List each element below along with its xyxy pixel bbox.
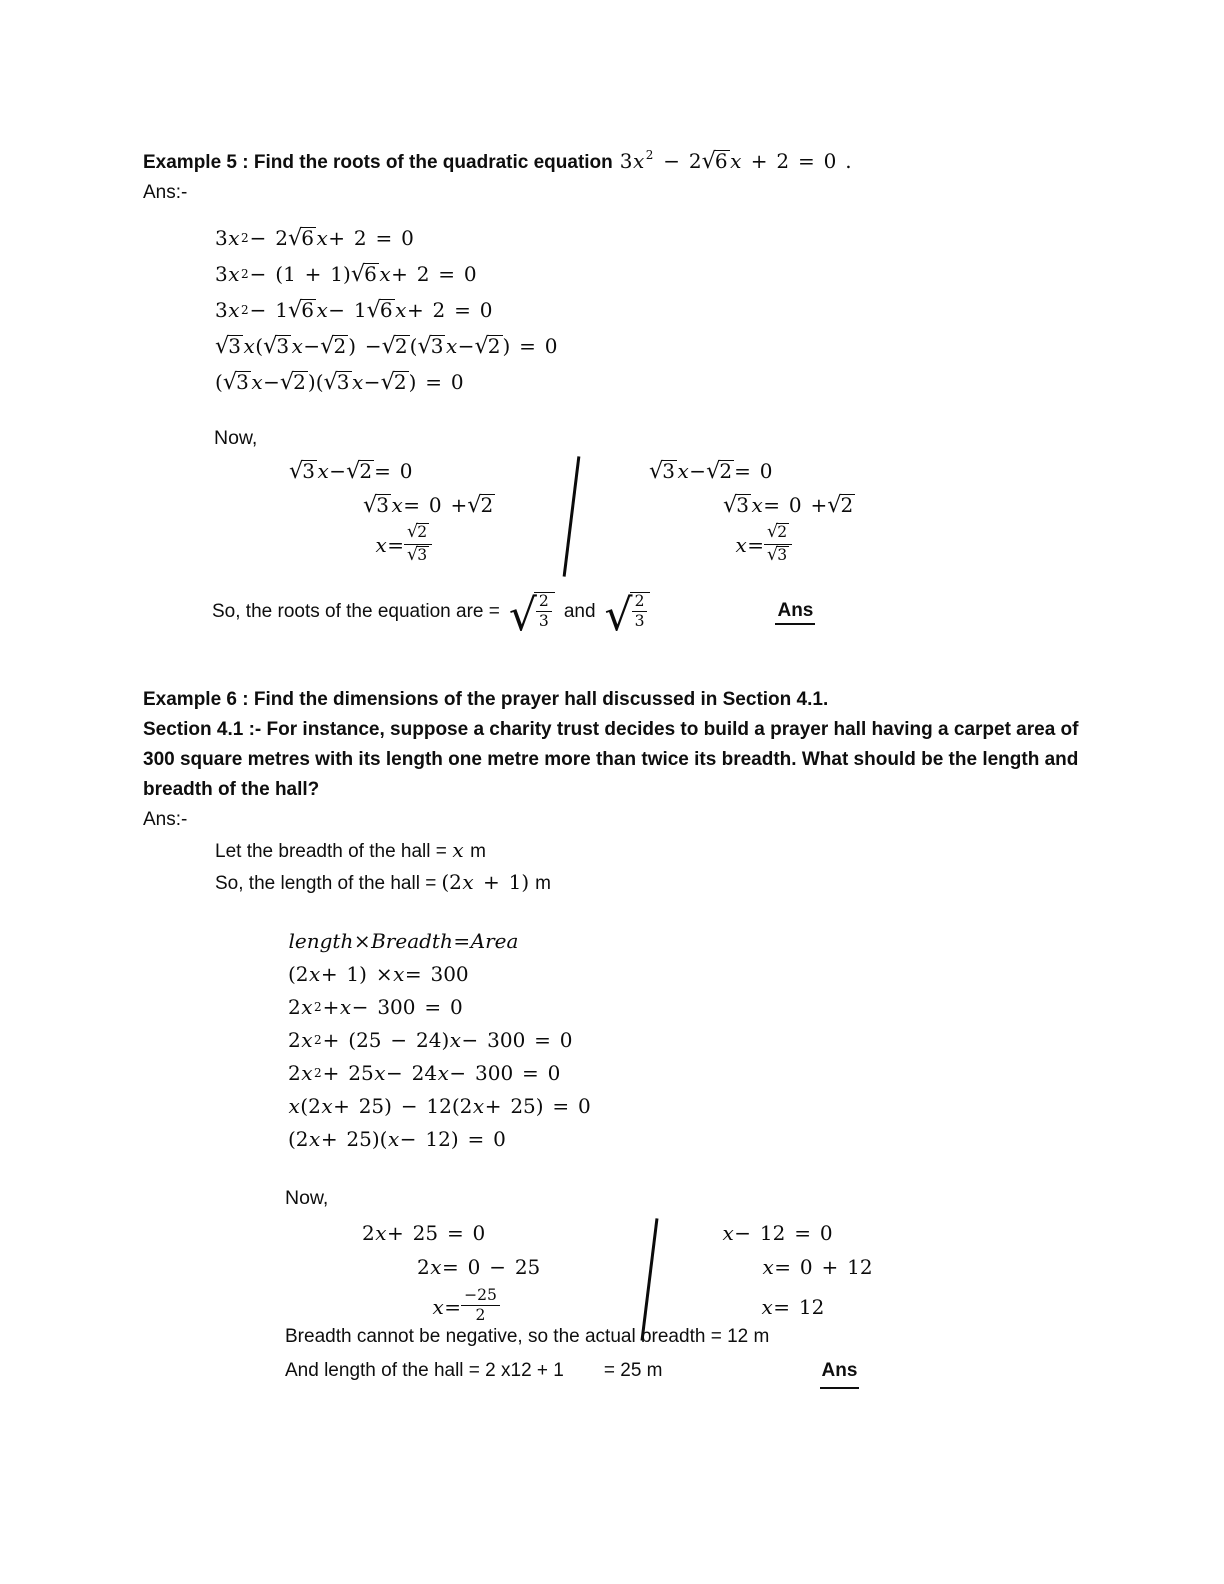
example6-title: Example 6 : Find the dimensions of the prayer hall discussed in Section 4.1. (143, 688, 829, 710)
math-step: x − 12 = 0 (722, 1220, 833, 1245)
math-step: √3 x ( √3 x − √2 ) − √2 ( √3 x − √2 ) = 0 (215, 333, 558, 359)
radical-icon: √ (604, 590, 633, 642)
radical-icon: √ (288, 297, 303, 323)
radical-icon: √ (363, 492, 378, 518)
root-value-1: √ $\frac{2}{3}$ (509, 592, 555, 633)
radical-icon: √ (827, 492, 842, 518)
length-text: So, the length of the hall = (215, 872, 437, 894)
math-step: 3 x 2 − 1 √6 x − 1 √6 x + 2 = 0 (215, 297, 493, 323)
math-step: (2 x + 1) × x = 300 (288, 962, 469, 987)
radical-icon: √ (381, 333, 396, 359)
math-step: x = $\frac{√2}{√3}$ (735, 522, 855, 568)
example5-case-split (289, 454, 1085, 580)
branch-right (649, 454, 855, 568)
length-conclusion-text: And length of the hall = 2 x12 + 1 (285, 1359, 564, 1381)
math-step: 3 x 2 − (1 + 1) √6 x + 2 = 0 (215, 261, 477, 287)
radical-icon: √ (723, 492, 738, 518)
radical-icon: √ (474, 333, 489, 359)
now-label: Now, (214, 427, 258, 449)
ans-label: Ans:- (143, 808, 188, 830)
case-separator-slash (562, 454, 580, 580)
math-step: 2 x + 25 = 0 (362, 1220, 486, 1245)
math-step: √3 x − √2 = 0 (289, 458, 413, 484)
unit-label: m (470, 840, 486, 862)
radical-icon: √ (323, 369, 338, 395)
root-value-2: √ $\frac{2}{3}$ (605, 592, 651, 633)
length-expression: (2x + 1) (441, 869, 530, 894)
radical-icon: √ (706, 458, 721, 484)
now-label: Now, (285, 1186, 329, 1209)
example5-heading (143, 146, 1085, 178)
branch-left (362, 1216, 582, 1330)
radical-icon: √ (467, 492, 482, 518)
radical-icon: √ (222, 369, 238, 395)
unit-label: m (535, 872, 551, 894)
length-assumption (215, 867, 1085, 899)
slash-line (562, 456, 580, 576)
example5-block (143, 146, 1085, 642)
branch-right (722, 1216, 873, 1330)
ans-label: Ans:- (143, 182, 188, 203)
example6-block (143, 685, 1085, 1389)
math-step: 2 x = 0 − 25 (417, 1254, 541, 1279)
math-step: x = $\frac{√2}{√3}$ (375, 522, 559, 568)
radical-icon: √ (407, 544, 419, 565)
breadth-text: Let the breadth of the hall = (215, 840, 447, 862)
radical-icon: √ (215, 333, 230, 359)
math-step: 2 x 2 + (25 − 24) x − 300 = 0 (288, 1028, 573, 1053)
branch-left (289, 454, 559, 568)
math-step: ( √3 x − √2 )( √3 x − √2 ) = 0 (215, 369, 464, 395)
math-step: 2 x 2 + 25 x − 24 x − 300 = 0 (288, 1061, 561, 1086)
roots-text: So, the roots of the equation are = (212, 601, 500, 623)
math-step: √3 x = 0 + √2 (363, 492, 494, 518)
radical-icon: √ (767, 521, 779, 542)
example5-solution-steps (215, 220, 1085, 400)
math-step: x (2 x + 25) − 12(2 x + 25) = 0 (288, 1094, 591, 1119)
radical-icon: √ (320, 333, 335, 359)
radical-icon: √ (407, 521, 419, 542)
radical-icon: √ (380, 369, 395, 395)
radical-icon: √ (417, 333, 432, 359)
math-step: 2 x 2 + x − 300 = 0 (288, 995, 463, 1020)
and-text: and (563, 601, 596, 623)
breadth-assumption (215, 835, 1085, 867)
radical-icon: √ (366, 297, 381, 323)
math-step: √3 x = 0 + √2 (723, 492, 854, 518)
radical-icon: √ (289, 458, 304, 484)
math-step: length × Breadth = Area (288, 929, 519, 954)
breadth-variable: x (452, 837, 464, 862)
length-conclusion (285, 1356, 1085, 1389)
math-step: (2 x + 25)( x − 12) = 0 (288, 1127, 506, 1152)
math-step: x = $\frac{-25}{2}$ (432, 1284, 582, 1330)
example5-title: Example 5 : Find the roots of the quadratic equation (143, 152, 613, 173)
ans-badge: Ans (820, 1356, 860, 1389)
breadth-conclusion: Breadth cannot be negative, so the actual breadth = 12 m (285, 1325, 770, 1347)
ans-badge: Ans (775, 600, 815, 625)
radical-icon: √ (767, 544, 779, 565)
radical-icon: √ (508, 590, 537, 642)
radical-icon: √ (279, 369, 295, 395)
section-4-1-text: Section 4.1 :- For instance, suppose a charity trust decides to build a prayer hall having a carpet area of 300 square metres with its length one metre more than twice its breadth. What should be the length and breadth of the hall? (143, 718, 1079, 800)
math-step: √3 x − √2 = 0 (649, 458, 773, 484)
radical-icon: √ (288, 225, 303, 251)
math-step: x = 12 (761, 1294, 825, 1319)
length-result: = 25 m (603, 1359, 663, 1381)
radical-icon: √ (263, 333, 278, 359)
math-step: 3 x 2 − 2 √6 x + 2 = 0 (215, 225, 414, 251)
example6-solution-steps (288, 925, 1085, 1156)
assumption-lines (215, 835, 1085, 899)
radical-icon: √ (701, 148, 716, 174)
math-step: x = 0 + 12 (762, 1254, 873, 1279)
radical-icon: √ (346, 458, 361, 484)
radical-icon: √ (649, 458, 664, 484)
radical-icon: √ (350, 261, 366, 287)
example5-title-equation: 3x $^2$ − 2√6 x + 2 = 0 . (619, 148, 852, 174)
example5-conclusion (212, 590, 1085, 642)
